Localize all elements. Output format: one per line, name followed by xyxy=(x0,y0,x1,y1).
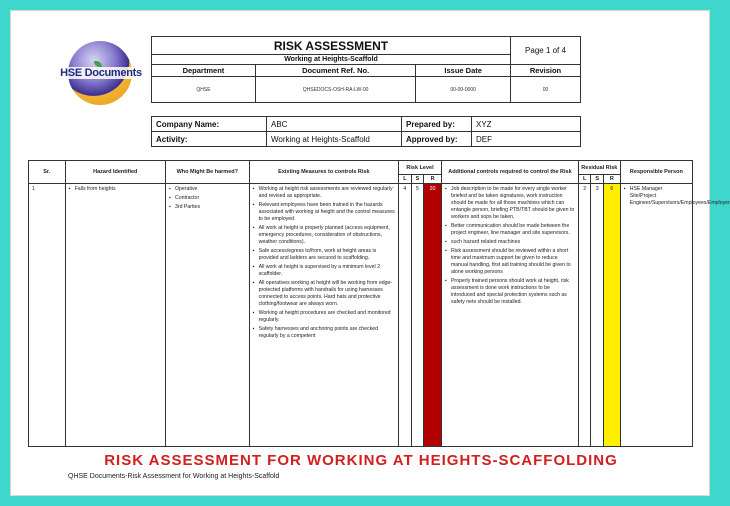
res-l-value: 2 xyxy=(578,184,591,447)
issue-date-value: 00-00-0000 xyxy=(416,77,511,103)
who-item: ▪ Contractor xyxy=(169,195,246,202)
hse-documents-logo xyxy=(56,41,142,121)
page-indicator: Page 1 of 4 xyxy=(511,37,581,65)
row-responsible xyxy=(620,184,730,447)
prepared-value: XYZ xyxy=(472,117,581,132)
measure-item: ▪ All work at height is supervised by a minimum level 2 scaffolder. xyxy=(253,264,396,278)
measure-item: ▪ Safety harnesses and anchoring points are checked regularly by a competent xyxy=(253,326,396,340)
company-label: Company Name: xyxy=(152,117,267,132)
col-res-r: R xyxy=(604,175,621,184)
additional-item: ▪ such hazard related machines xyxy=(445,239,575,246)
col-responsible: Responsible Person xyxy=(620,161,692,184)
additional-item: ▪ Properly trained persons should work at height, risk assessment is done work instructions to be introduced and special protection systems such as safety nets should be installed. xyxy=(445,278,575,306)
row-measures xyxy=(249,184,399,447)
risk-table xyxy=(28,160,730,447)
measure-item: ▪ Working at height procedures are checked and monitored regularly. xyxy=(253,310,396,324)
table-row xyxy=(29,184,693,447)
row-additional xyxy=(441,184,578,447)
issue-date-label: Issue Date xyxy=(416,65,511,77)
who-item: ▪ Operative xyxy=(169,186,246,193)
measure-item: ▪ All work at height is properly planned (access equipment, emergency procedures, consideration of obstructions, weather conditions). xyxy=(253,225,396,246)
measure-item: ▪ Relevant employees have been trained in the hazards associated with working at height and the control measures to be employed. xyxy=(253,202,396,223)
col-res-s: S xyxy=(591,175,604,184)
company-value: ABC xyxy=(267,117,402,132)
activity-label: Activity: xyxy=(152,132,267,147)
additional-item: ▪ Risk assessment should be reviewed within a short time and maximum support be given to reduce manual handling, first aid training should be given to alone working persons xyxy=(445,248,575,276)
revision-label: Revision xyxy=(511,65,581,77)
row-who xyxy=(165,184,249,447)
prepared-label: Prepared by: xyxy=(402,117,472,132)
res-s-value: 3 xyxy=(591,184,604,447)
col-residual: Residual Risk xyxy=(578,161,620,175)
risk-r-value: 20 xyxy=(424,184,442,447)
col-risk-s: S xyxy=(411,175,424,184)
col-hazard: Hazard Identified xyxy=(65,161,165,184)
col-risk-level: Risk Level xyxy=(399,161,442,175)
row-sr: 1 xyxy=(29,184,66,447)
responsible-item: ▪ HSE Manager Site/Project Engineer/Supervisors/Employees/Employer xyxy=(624,186,689,207)
footer-caption: QHSE Documents-Risk Assessment for Working at Heights-Scaffold xyxy=(68,473,280,480)
info-table xyxy=(151,116,581,147)
col-res-l: L xyxy=(578,175,591,184)
risk-s-value: 5 xyxy=(411,184,424,447)
doc-ref-label: Document Ref. No. xyxy=(255,65,415,77)
col-sr: Sr. xyxy=(29,161,66,184)
doc-ref-value: QHSEDOCS-OSH-RA-LW-00 xyxy=(255,77,415,103)
measure-item: ▪ All operatives working at height will be working from edge-protected platforms with handrails for using harnesses connected to access points. Hard hats and protective clothing/footwear are always worn. xyxy=(253,280,396,308)
logo-text: HSE Documents xyxy=(56,67,146,79)
hazard-item: ▪ Falls from heights xyxy=(69,186,162,193)
col-measures: Existing Measures to controls Risk xyxy=(249,161,399,184)
who-item: ▪ 3rd Parties xyxy=(169,204,246,211)
measure-item: ▪ Safe access/egress to/from, work at height areas is provided and ladders are secured to scaffolding. xyxy=(253,248,396,262)
banner-title: RISK ASSESSMENT FOR WORKING AT HEIGHTS-SCAFFOLDING xyxy=(104,452,618,469)
col-additional: Additional controls required to control the Risk xyxy=(441,161,578,184)
res-r-value: 6 xyxy=(604,184,621,447)
col-who: Who Might Be harmed? xyxy=(165,161,249,184)
document-subtitle: Working at Heights-Scaffold xyxy=(152,55,511,65)
activity-value: Working at Heights-Scaffold xyxy=(267,132,402,147)
col-risk-l: L xyxy=(399,175,412,184)
department-value: QHSE xyxy=(152,77,256,103)
approved-label: Approved by: xyxy=(402,132,472,147)
additional-item: ▪ Job description to be made for every single worker briefed and be taken signatures, work instruction should be made for all those machines which can entangle person, briefing PTB/TBT should be given to workers and sops be taken, xyxy=(445,186,575,221)
document-title: RISK ASSESSMENT xyxy=(152,37,511,55)
measure-item: ▪ Working at height risk assessments are reviewed regularly and revised as appropriate. xyxy=(253,186,396,200)
col-risk-r: R xyxy=(424,175,442,184)
additional-item: ▪ Better communication should be made between the project engineer, line manager and site supervisors. xyxy=(445,223,575,237)
document-header-table xyxy=(151,36,581,103)
risk-l-value: 4 xyxy=(399,184,412,447)
row-hazard xyxy=(65,184,165,447)
approved-value: DEF xyxy=(472,132,581,147)
revision-value: 00 xyxy=(511,77,581,103)
document-sheet xyxy=(10,10,730,496)
department-label: Department xyxy=(152,65,256,77)
